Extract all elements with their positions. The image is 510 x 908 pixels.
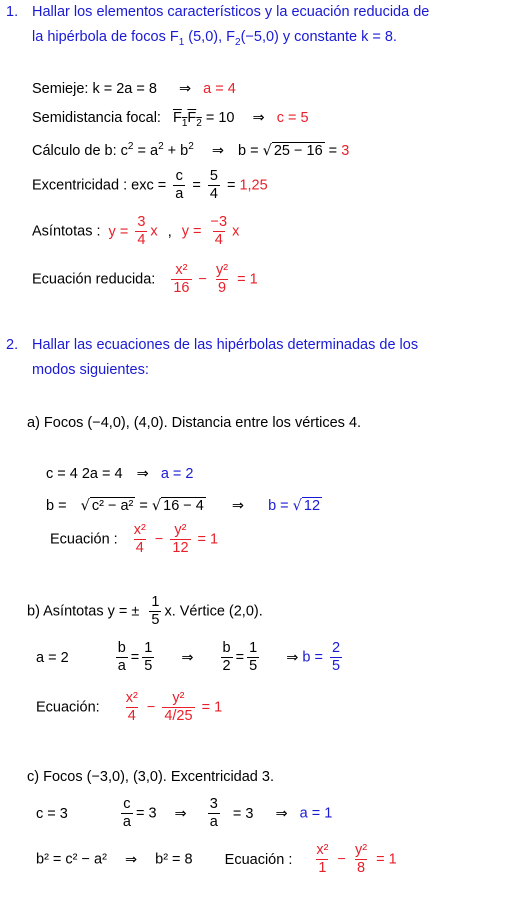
problem-2-number: 2.	[6, 337, 19, 353]
implies-symbol: ⇒	[178, 81, 192, 97]
part-a-title: a) Focos (−4,0), (4,0). Distancia entre los vértices 4.	[27, 415, 362, 431]
part-c-line-1: c = 3 $\frac{c}{a}$ = 3 ⇒ $\frac{3}{a}$ = 3 ⇒ a = 1	[36, 796, 333, 830]
excentricidad-line: Excentricidad : exc = $\frac{c}{a}$ = $\frac{5}{4}$ = 1,25	[32, 168, 268, 202]
problem-1-number: 1.	[6, 4, 19, 20]
semieje-result: a = 4	[203, 81, 236, 97]
part-c-title: c) Focos (−3,0), (3,0). Excentricidad 3.	[27, 769, 274, 785]
excentricidad-result: 1,25	[239, 177, 268, 194]
asintotas-line: Asíntotas : y = $\frac{3}{4}$ x , y = $\frac{-3}{4}$ x	[32, 214, 240, 248]
part-b-ecuacion: Ecuación: $\frac{\text{x²}}{4}$ − $\frac{\text{y²}}{4/25}$ = 1	[36, 690, 223, 724]
part-a-ecuacion: Ecuación : $\frac{\text{x²}}{4}$ − $\frac{\text{y²}}{12}$ = 1	[50, 522, 219, 556]
semidistancia-result: c = 5	[276, 110, 309, 126]
part-b-line-1: a = 2 $\frac{b}{a}$ = $\frac{1}{5}$ ⇒ $\frac{b}{2}$ = $\frac{1}{5}$ ⇒ b = $\frac{2}{5}$	[36, 640, 341, 674]
problem-2-statement-2: modos siguientes:	[32, 362, 149, 378]
ecuacion-reducida-line: Ecuación reducida: $\frac{\text{x²}}{16}$ − $\frac{\text{y²}}{9}$ = 1	[32, 262, 258, 296]
part-a-line-2: b = √ c² − a² = √ 16 − 4 ⇒ b = √ 12	[46, 498, 321, 514]
part-b-title: b) Asíntotas y = ± $\frac{1}{5}$ x. Vértice (2,0).	[27, 594, 263, 628]
semieje-line: Semieje: k = 2a = 8 ⇒ a = 4	[32, 81, 236, 97]
problem-2-statement: Hallar las ecuaciones de las hipérbolas determinadas de los	[32, 337, 419, 353]
calculo-b-result: 3	[341, 142, 350, 159]
semidistancia-line: Semidistancia focal: $F_1F_2 = 10$ ⇒ c = 5	[32, 110, 309, 129]
part-a-line-1: c = 4 2a = 4 ⇒ a = 2	[46, 466, 194, 482]
problem-1-statement: Hallar los elementos característicos y la ecuación reducida de	[32, 4, 430, 20]
part-c-line-2: b² = c² − a² ⇒ b² = 8 Ecuación : $\frac{\text{x²}}{1}$ − $\frac{\text{y²}}{8}$ = 1	[36, 842, 397, 876]
calculo-b-line: Cálculo de b: $c^2 = a^2 + b^2$ ⇒ b = √ 25 − 16 = 3	[32, 141, 350, 159]
problem-1-statement-2: la hipérbola de focos $F_1$ (5,0), $F_2(-5,0)$ y constante k = 8.	[32, 29, 397, 48]
